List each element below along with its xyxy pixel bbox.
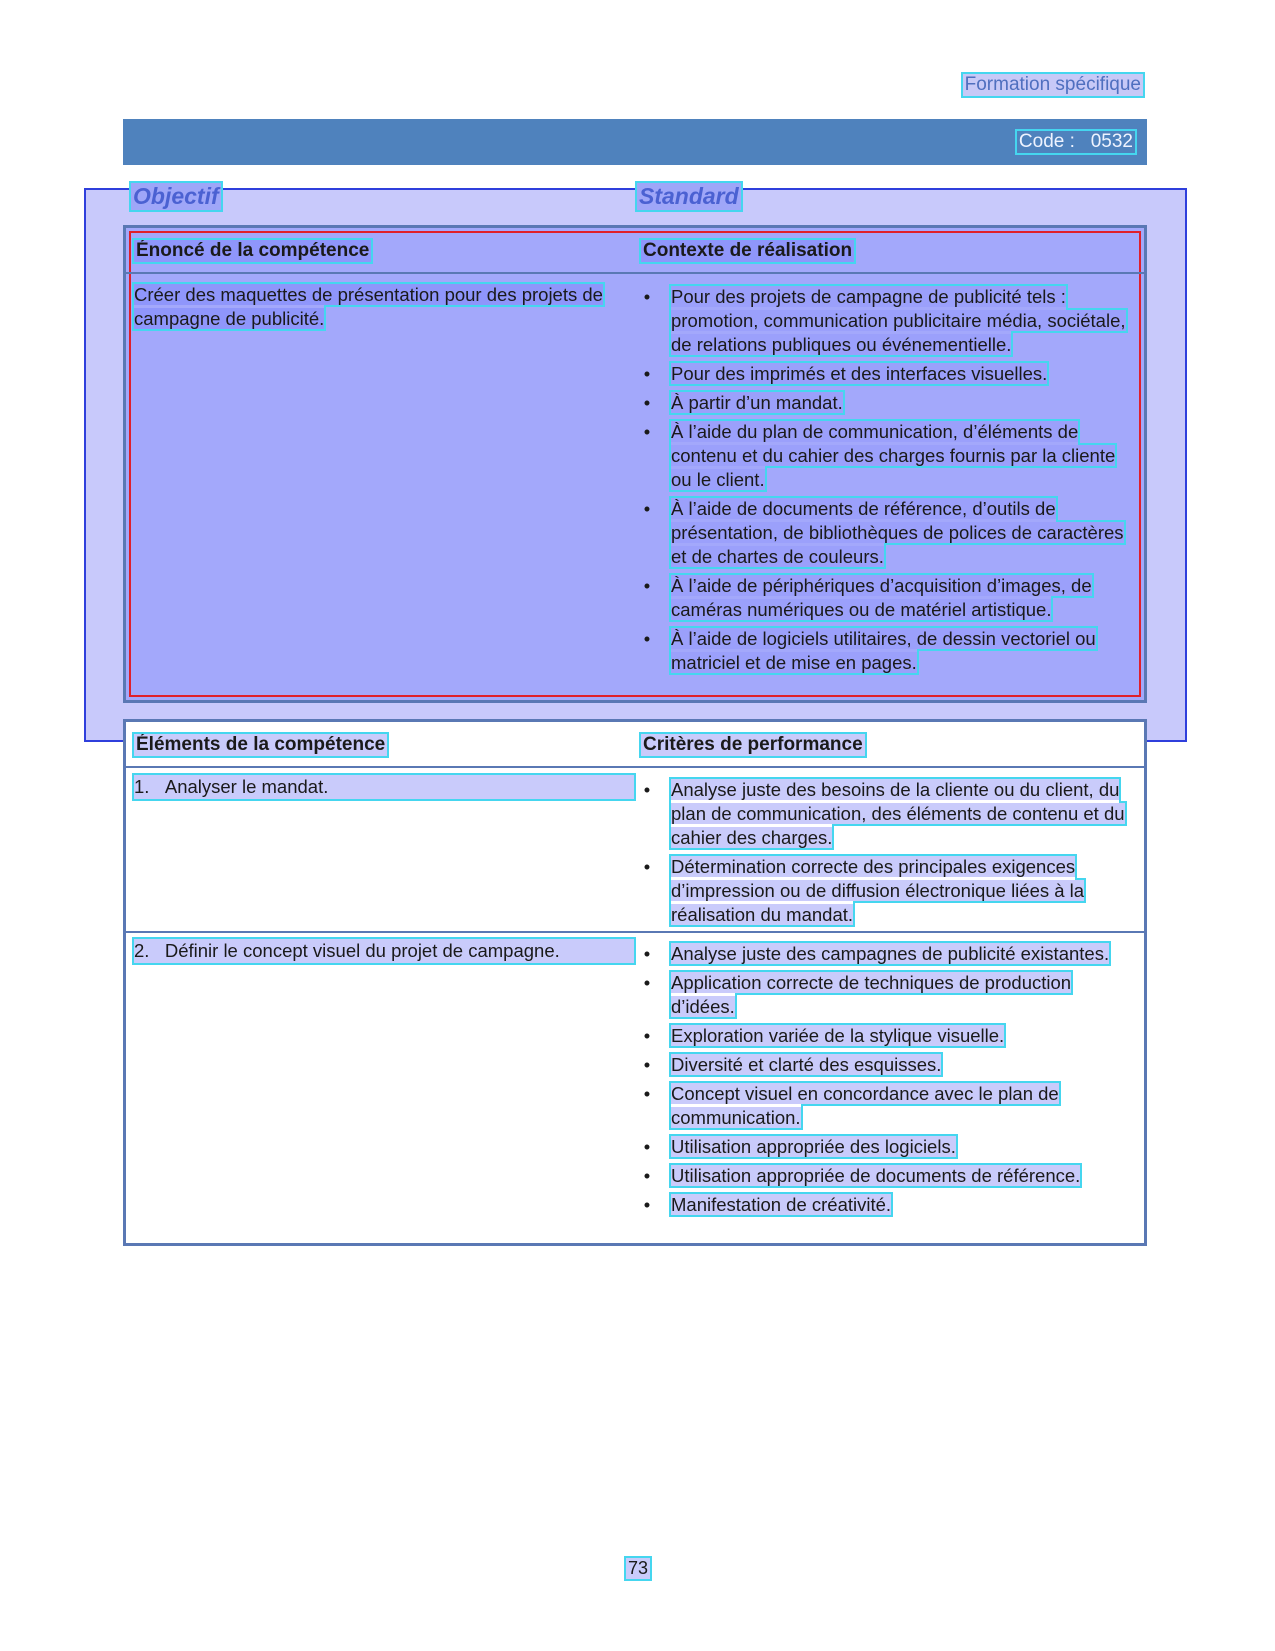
- criterion-item: • Exploration variée de la stylique visuelle.: [641, 1024, 1131, 1048]
- criterion-item: • Utilisation appropriée de documents de référence.: [641, 1164, 1131, 1188]
- column-header-context: Contexte de réalisation: [643, 240, 853, 261]
- competency-statement-table: [123, 225, 1147, 703]
- performance-criteria-table: [123, 719, 1147, 1246]
- competency-element: 2. Définir le concept visuel du projet de campagne.: [134, 939, 634, 963]
- context-item: • À l’aide du plan de communication, d’éléments de contenu et du cahier des charges fournis par la cliente ou le client.: [641, 420, 1131, 492]
- criterion-item: • Utilisation appropriée des logiciels.: [641, 1135, 1131, 1159]
- bullet-icon: •: [643, 1054, 651, 1075]
- context-item: • À l’aide de documents de référence, d’outils de présentation, de bibliothèques de polices de caractères et de chartes de couleurs.: [641, 497, 1131, 569]
- column-header-elements: Éléments de la compétence: [136, 734, 386, 755]
- section-title-objective: Objectif: [133, 183, 219, 209]
- bullet-icon: •: [643, 498, 651, 519]
- criterion-item: • Analyse juste des campagnes de publicité existantes.: [641, 942, 1131, 966]
- context-item: • À partir d’un mandat.: [641, 391, 1131, 415]
- bullet-icon: •: [643, 1083, 651, 1104]
- criterion-item: • Détermination correcte des principales exigences d’impression ou de diffusion électronique liées à la réalisation du mandat.: [641, 855, 1131, 927]
- bullet-icon: •: [643, 628, 651, 649]
- bullet-icon: •: [643, 856, 651, 877]
- column-header-statement: Énoncé de la compétence: [136, 240, 370, 261]
- page-header-title: Formation spécifique: [964, 74, 1141, 95]
- page-number: 73: [628, 1558, 649, 1578]
- criterion-item: • Analyse juste des besoins de la cliente ou du client, du plan de communication, des éléments de contenu et du cahier des charges.: [641, 778, 1131, 850]
- header-divider: [126, 766, 1144, 768]
- bullet-icon: •: [643, 1136, 651, 1157]
- section-title-standard: Standard: [639, 183, 739, 209]
- bullet-icon: •: [643, 943, 651, 964]
- context-item: • À l’aide de logiciels utilitaires, de dessin vectoriel ou matriciel et de mise en pages.: [641, 627, 1131, 675]
- bullet-icon: •: [643, 286, 651, 307]
- bullet-icon: •: [643, 972, 651, 993]
- bullet-icon: •: [643, 575, 651, 596]
- criterion-item: • Diversité et clarté des esquisses.: [641, 1053, 1131, 1077]
- bullet-icon: •: [643, 1025, 651, 1046]
- bullet-icon: •: [643, 392, 651, 413]
- context-list: [641, 285, 1131, 680]
- context-item: • À l’aide de périphériques d’acquisition d’images, de caméras numériques ou de matériel artistique.: [641, 574, 1131, 622]
- competency-element: 1. Analyser le mandat.: [134, 775, 634, 799]
- bullet-icon: •: [643, 1165, 651, 1186]
- criteria-list: [641, 942, 1131, 1222]
- header-divider: [126, 272, 1144, 274]
- criterion-item: • Concept visuel en concordance avec le plan de communication.: [641, 1082, 1131, 1130]
- row-divider: [126, 931, 1144, 933]
- criterion-item: • Application correcte de techniques de production d’idées.: [641, 971, 1131, 1019]
- competency-code: Code : 0532: [1018, 131, 1133, 152]
- competency-statement: Créer des maquettes de présentation pour des projets de campagne de publicité.: [134, 284, 603, 329]
- bullet-icon: •: [643, 779, 651, 800]
- bullet-icon: •: [643, 363, 651, 384]
- code-bar: [123, 119, 1147, 165]
- context-item: • Pour des imprimés et des interfaces visuelles.: [641, 362, 1131, 386]
- criteria-list: [641, 778, 1131, 932]
- criterion-item: • Manifestation de créativité.: [641, 1193, 1131, 1217]
- bullet-icon: •: [643, 421, 651, 442]
- context-item: • Pour des projets de campagne de publicité tels : promotion, communication publicitaire média, sociétale, de relations publiques ou événementielle.: [641, 285, 1131, 357]
- bullet-icon: •: [643, 1194, 651, 1215]
- column-header-criteria: Critères de performance: [643, 734, 863, 755]
